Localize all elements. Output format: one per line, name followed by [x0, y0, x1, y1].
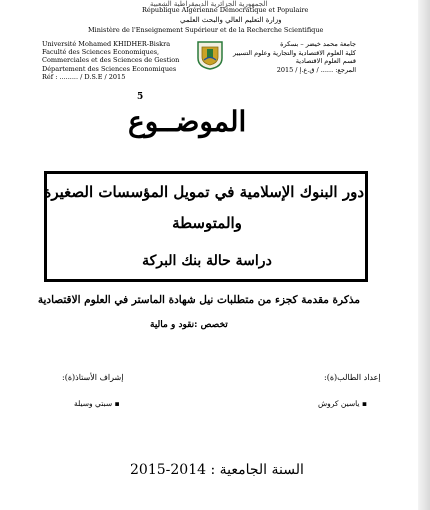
- thesis-title-line-2: والمتوسطة: [172, 214, 242, 232]
- faculty-name-fr-cont: Commerciales et des Sciences de Gestion: [42, 56, 180, 65]
- university-block-french: [42, 40, 179, 81]
- university-name-fr: Université Mohamed KHIDHER-Biskra: [42, 40, 171, 48]
- thesis-title-line-1: دور البنوك الإسلامية في تمويل المؤسسات الصغيرة: [43, 183, 364, 201]
- page-edge-shadow: [418, 0, 430, 510]
- thesis-requirement-note: مذكرة مقدمة كجزء من متطلبات نيل شهادة الماستر في العلوم الاقتصادية: [37, 294, 360, 306]
- department-name-ar: قسم العلوم الاقتصادية: [295, 57, 356, 66]
- supervisor-name: ▪ سبتي وسيلة: [74, 399, 120, 408]
- reference-fr: Réf : ......... / D.S.E / 2015: [42, 72, 126, 81]
- department-name-fr: Département des Sciences Economiques: [42, 64, 177, 73]
- topic-heading: الموضــوع: [128, 105, 247, 138]
- header-french-republic: République Algérienne Démocratique et Populaire: [142, 6, 309, 14]
- faculty-name-ar: كلية العلوم الاقتصادية والتجارية وعلوم التسيير: [233, 48, 356, 57]
- student-label: إعداد الطالب(ة):: [324, 373, 381, 382]
- university-name-ar: جامعة محمد خيضر – بسكرة: [280, 40, 356, 48]
- header-french-ministry: Ministère de l'Enseignement Supérieur et de la Recherche Scientifique: [88, 26, 324, 34]
- reference-ar: المرجع: ...... / ق.ع.إ / 2015: [276, 65, 356, 74]
- header-arabic-ministry: وزارة التعليم العالي والبحث العلمي: [180, 16, 282, 24]
- thesis-subtitle: دراسة حالة بنك البركة: [142, 253, 272, 269]
- academic-year: السنة الجامعية : 2014-2015: [130, 462, 304, 478]
- supervisor-label: إشراف الأستاذ(ة):: [62, 373, 124, 382]
- student-name: ▪ ياسين كروش: [318, 399, 367, 408]
- header-arabic-republic: الجمهورية الجزائرية الديمقراطية الشعبية: [150, 0, 268, 8]
- faculty-name-fr: Faculté des Sciences Economiques,: [42, 48, 160, 57]
- university-block-arabic: [233, 40, 356, 74]
- page-number: 5: [137, 92, 144, 102]
- specialization: تخصص :نقود و مالية: [150, 320, 228, 330]
- university-logo-icon: [196, 40, 224, 70]
